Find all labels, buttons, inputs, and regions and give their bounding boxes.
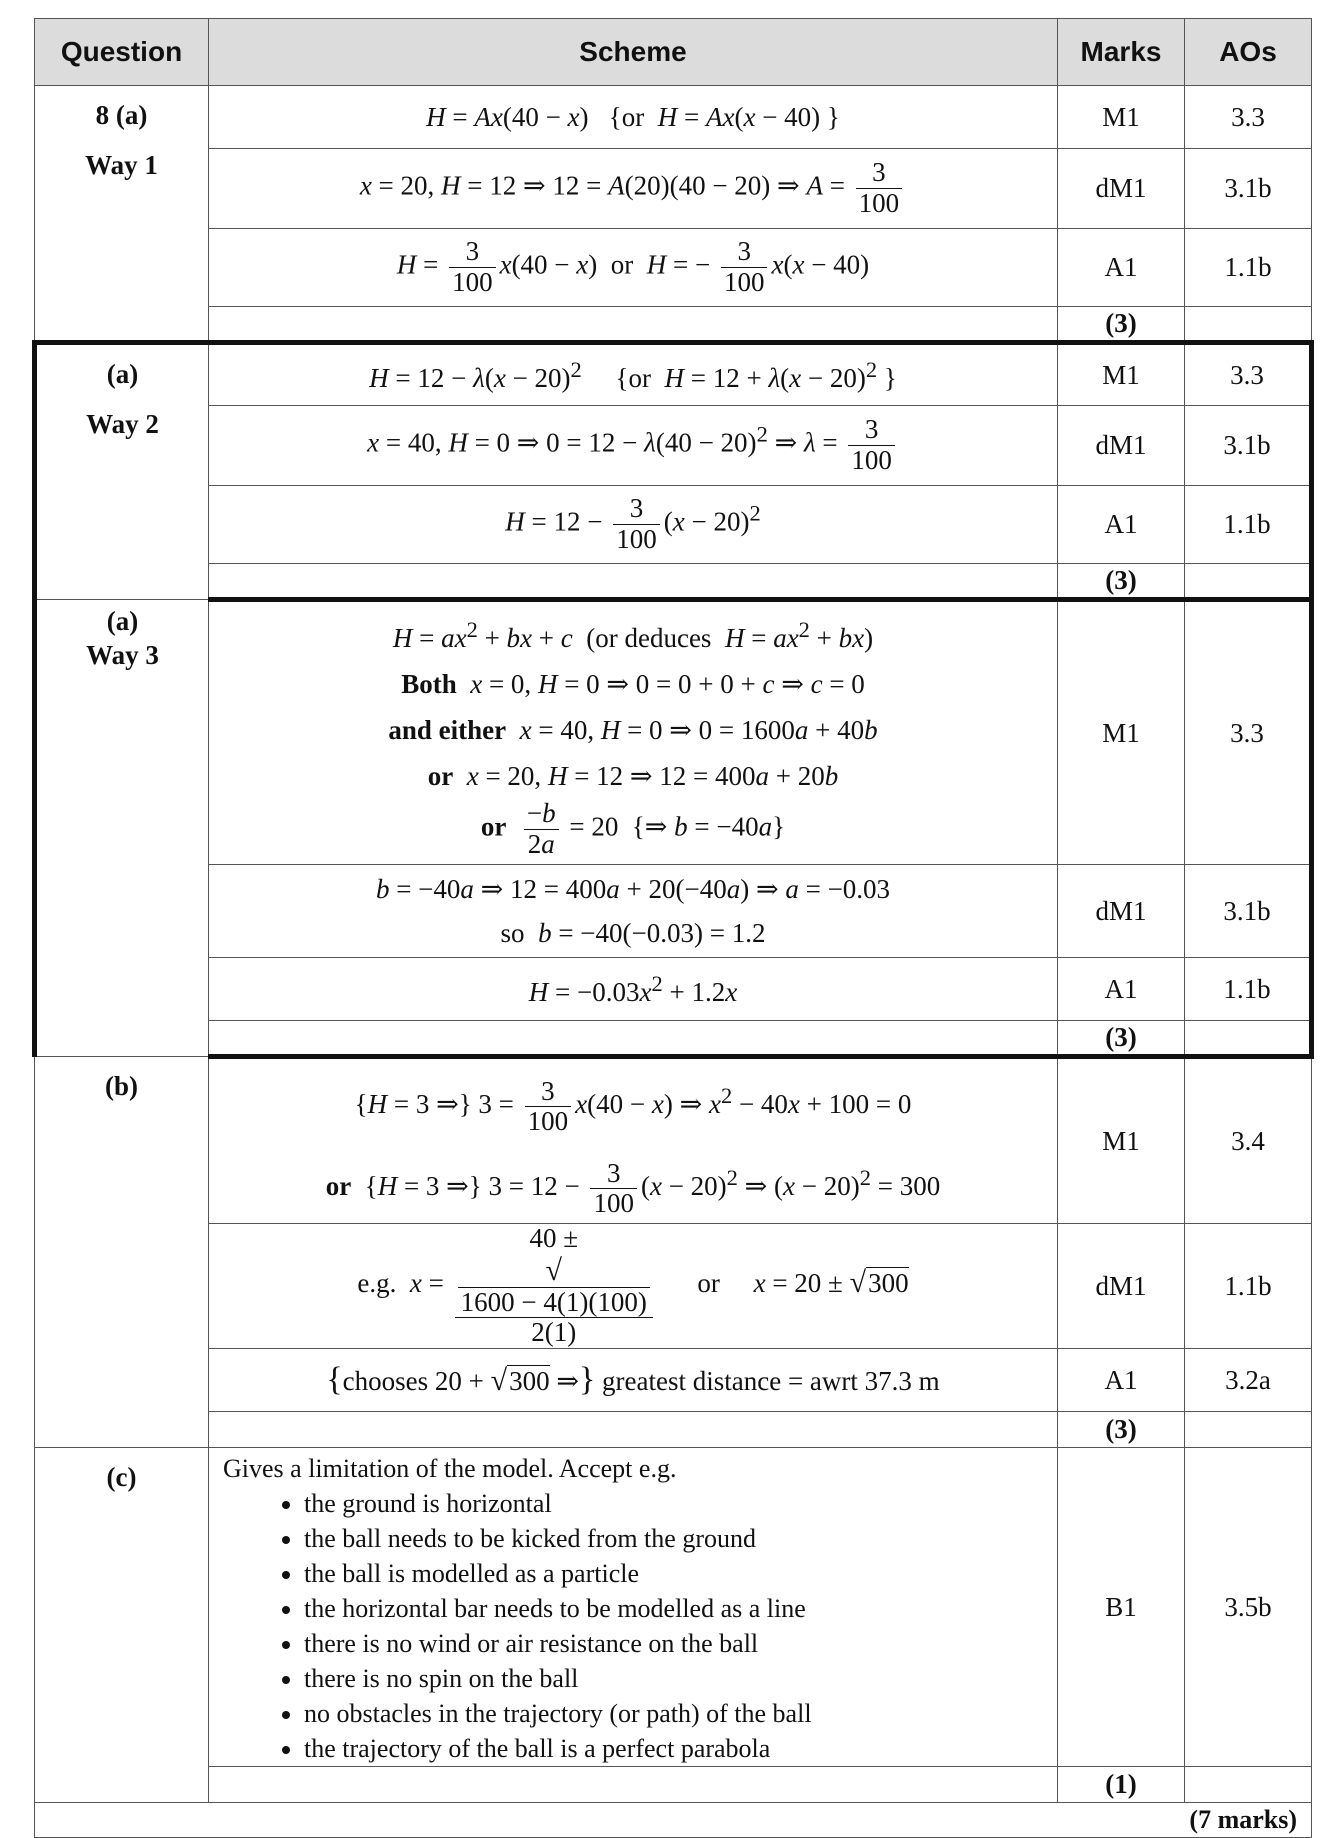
limitation-list — [209, 1486, 1057, 1766]
way-label: Way 1 — [85, 150, 158, 180]
total-cell: (3) — [1058, 1021, 1185, 1057]
question-number: (c) — [106, 1462, 137, 1493]
list-item: • there is no wind or air resistance on the ball — [304, 1626, 1057, 1661]
scheme-cell: H = $\frac{3}{100}$ x(40 − x) or H = − $\frac{3}{100}$ x(x − 40) — [209, 229, 1058, 307]
mark-cell: B1 — [1058, 1448, 1185, 1767]
scheme-cell: x = 20, H = 12 ⇒ 12 = A(20)(40 − 20) ⇒ A = $\frac{3}{100}$ — [209, 149, 1058, 229]
way2-total-row — [35, 564, 1312, 600]
way3-question-label — [35, 600, 209, 1057]
way3-line2 — [35, 865, 1312, 958]
way2-question-label — [35, 343, 209, 600]
scheme-cell: x = 40, H = 0 ⇒ $0 = 12 - \lambda(40 - 20)^2$ ⇒ λ = $\frac{3}{100}$ — [209, 406, 1058, 486]
way1-line1 — [35, 86, 1312, 149]
mark-cell: M1 — [1058, 86, 1185, 149]
or-keyword: or — [325, 1171, 352, 1201]
ao-cell: 3.5b — [1185, 1448, 1312, 1767]
ao-cell: 3.2a — [1185, 1349, 1312, 1412]
scheme-cell: $H = 12 - \lambda(x - 20)^2$ {or $H = 12 + \lambda(x - 20)^2$ } — [209, 343, 1058, 406]
mark-cell: dM1 — [1058, 149, 1185, 229]
list-item: • the trajectory of the ball is a perfect parabola — [304, 1731, 1057, 1766]
way3-line3 — [35, 958, 1312, 1021]
and-either-keyword: and either — [388, 714, 507, 745]
so-keyword: so — [500, 918, 525, 948]
scheme-cell — [209, 1448, 1058, 1767]
mark-cell: A1 — [1058, 958, 1185, 1021]
way2-line2 — [35, 406, 1312, 486]
blank-cell — [209, 1767, 1058, 1803]
ao-cell: 3.3 — [1185, 600, 1312, 865]
b-total-row — [35, 1412, 1312, 1448]
list-item: • the horizontal bar needs to be modelled as a line — [304, 1591, 1057, 1626]
list-item: • no obstacles in the trajectory (or path) of the ball — [304, 1696, 1057, 1731]
header-question: Question — [35, 19, 209, 86]
ao-cell: 3.3 — [1185, 343, 1312, 406]
both-keyword: Both — [401, 668, 457, 699]
b-line2 — [35, 1224, 1312, 1349]
b-question-label — [35, 1057, 209, 1448]
total-cell: (3) — [1058, 307, 1185, 343]
mark-cell: A1 — [1058, 1349, 1185, 1412]
ao-cell: 1.1b — [1185, 486, 1312, 564]
mark-scheme-table — [32, 18, 1314, 1838]
mark-cell: M1 — [1058, 600, 1185, 865]
mark-cell: dM1 — [1058, 406, 1185, 486]
mark-cell: M1 — [1058, 1057, 1185, 1224]
footer-row — [35, 1803, 1312, 1838]
list-item: • there is no spin on the ball — [304, 1661, 1057, 1696]
header-marks: Marks — [1058, 19, 1185, 86]
c-total-row — [35, 1767, 1312, 1803]
blank-cell — [209, 564, 1058, 600]
scheme-cell: e.g. x = 40 ± √ 1600 − 4(1)(100) 2(1) or x = 20 ± √300 — [209, 1224, 1058, 1349]
question-number: 8 (a) — [95, 100, 148, 130]
mark-cell: dM1 — [1058, 865, 1185, 958]
list-item: • the ground is horizontal — [304, 1486, 1057, 1521]
greatest-distance-text: greatest distance — [602, 1366, 782, 1397]
scheme-cell: $H = ax^2$ + bx + c (or deduces $H = ax^2 + bx$) Both x = 0, H = 0 ⇒ 0 = 0 + 0 + c ⇒ c = 0 and either x = 40, H = 0 ⇒ 0 = 1600a + 40b or x = 20, H = 12 ⇒ 12 = 400a + 20b or $\frac{-b}{2a}$ = 20 {⇒ b = −40a} — [209, 600, 1058, 865]
mark-cell: A1 — [1058, 229, 1185, 307]
question-number: (a) — [106, 606, 139, 636]
total-cell: (3) — [1058, 564, 1185, 600]
scheme-cell: {chooses 20 + √300 ⇒} greatest distance = awrt 37.3 m — [209, 1349, 1058, 1412]
ao-cell: 1.1b — [1185, 1224, 1312, 1349]
mark-cell: A1 — [1058, 486, 1185, 564]
scheme-cell: $H = -0.03x^2 + 1.2x$ — [209, 958, 1058, 1021]
blank-cell — [209, 1412, 1058, 1448]
scheme-cell: b = −40a ⇒ 12 = 400a + 20(−40a) ⇒ a = −0.03 so b = −40(−0.03) = 1.2 — [209, 865, 1058, 958]
header-aos: AOs — [1185, 19, 1312, 86]
blank-cell — [1185, 307, 1312, 343]
ao-cell: 1.1b — [1185, 958, 1312, 1021]
b-line3 — [35, 1349, 1312, 1412]
ao-cell: 3.3 — [1185, 86, 1312, 149]
question-number: (a) — [106, 359, 139, 389]
way1-line3 — [35, 229, 1312, 307]
chooses-text: chooses — [342, 1366, 429, 1397]
header-scheme: Scheme — [209, 19, 1058, 86]
way1-question-label — [35, 86, 209, 343]
scheme-cell: H = 12 − $\frac{3}{100}$ $(x - 20)^2$ — [209, 486, 1058, 564]
list-item: • the ball needs to be kicked from the ground — [304, 1521, 1057, 1556]
ao-cell: 3.1b — [1185, 149, 1312, 229]
way3-total-row — [35, 1021, 1312, 1057]
way2-line3 — [35, 486, 1312, 564]
blank-cell — [1185, 1021, 1312, 1057]
or-keyword: or — [427, 760, 454, 791]
blank-cell — [209, 1021, 1058, 1057]
mark-scheme-page — [32, 18, 1309, 1838]
ao-cell: 3.4 — [1185, 1057, 1312, 1224]
ao-cell: 3.1b — [1185, 865, 1312, 958]
eg-label: e.g. — [357, 1268, 397, 1299]
mark-cell: dM1 — [1058, 1224, 1185, 1349]
b-line1 — [35, 1057, 1312, 1224]
blank-cell — [1185, 1412, 1312, 1448]
ao-cell: 1.1b — [1185, 229, 1312, 307]
way-label: Way 3 — [86, 640, 159, 670]
scheme-cell: H = Ax(40 − x) {or H = Ax(x − 40) } — [209, 86, 1058, 149]
way1-line2 — [35, 149, 1312, 229]
answer-text: = awrt 37.3 m — [787, 1366, 940, 1397]
scheme-cell: {H = 3 ⇒} 3 = $\frac{3}{100}$ x(40 − x) ⇒ $x^2 - 40x + 100 = 0$ or {H = 3 ⇒} 3 = 12 − $\frac{3}{100}$ $(x - 20)^2$ ⇒ $(x - 20)^2 = 300$ — [209, 1057, 1058, 1224]
or-text: or — [697, 1268, 720, 1299]
way2-line1 — [35, 343, 1312, 406]
blank-cell — [209, 307, 1058, 343]
total-cell: (1) — [1058, 1767, 1185, 1803]
total-marks: (7 marks) — [35, 1803, 1312, 1838]
c-line1 — [35, 1448, 1312, 1767]
way1-total-row — [35, 307, 1312, 343]
c-question-label — [35, 1448, 209, 1803]
way3-line1 — [35, 600, 1312, 865]
mark-cell: M1 — [1058, 343, 1185, 406]
blank-cell — [1185, 564, 1312, 600]
list-item: • the ball is modelled as a particle — [304, 1556, 1057, 1591]
way-label: Way 2 — [86, 409, 159, 439]
question-number: (b) — [105, 1071, 138, 1101]
ao-cell: 3.1b — [1185, 406, 1312, 486]
or-keyword: or — [480, 811, 507, 842]
limitation-intro: Gives a limitation of the model. Accept e.g. — [223, 1454, 677, 1484]
total-cell: (3) — [1058, 1412, 1185, 1448]
blank-cell — [1185, 1767, 1312, 1803]
header-row — [35, 19, 1312, 86]
